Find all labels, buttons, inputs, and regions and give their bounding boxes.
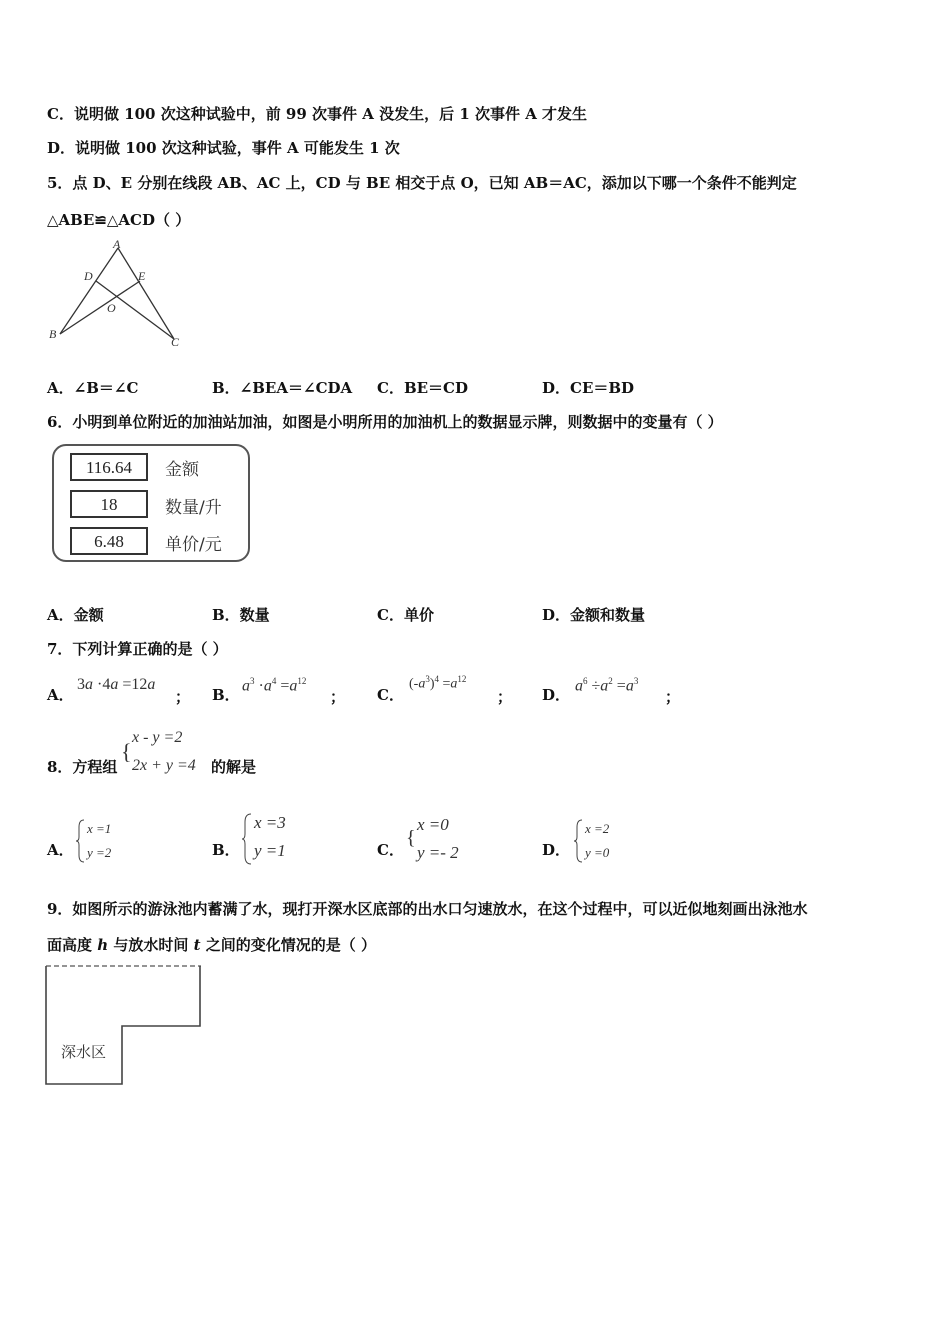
q9-stem-line2: 面高度 h 与放水时间 t 之间的变化情况的是（ ） (47, 936, 376, 954)
q7-expression-a: 3a ·4a =12a (77, 676, 156, 693)
quantity-label: 数量/升 (165, 498, 222, 518)
q8-stem-prefix: 8．方程组 (47, 758, 118, 776)
q7-option-b-label: B． (212, 686, 240, 704)
q8-option-b-brace (242, 813, 253, 865)
q4-option-d: D．说明做 100 次这种试验，事件 A 可能发生 1 次 (47, 139, 400, 157)
q7-expression-d: $a^6 \div a^2 =a^3$ (575, 676, 639, 695)
q8-option-b-line2: y =1 (254, 841, 286, 860)
amount-label: 金额 (165, 460, 199, 480)
swimming-pool-diagram (42, 962, 208, 1090)
q8-option-d-line1: x =2 (585, 821, 610, 836)
pool-outline (46, 966, 200, 1084)
q8-system-brace: { (121, 739, 132, 764)
q7-option-c-label: C． (377, 686, 404, 704)
q7-stem: 7．下列计算正确的是（ ） (47, 640, 228, 658)
q7-separator-b: ； (330, 688, 346, 706)
q8-stem-suffix: 的解是 (211, 758, 257, 776)
q5-option-a: A．∠B＝∠C (47, 379, 139, 397)
q6-stem: 6．小明到单位附近的加油站加油，如图是小明所用的加油机上的数据显示牌，则数据中的变量有（ ） (47, 413, 723, 431)
q8-option-a-label: A． (47, 841, 74, 859)
q7-expression-c: $(-a^3)^4 =a^{12}$ (409, 674, 467, 692)
q8-option-c-label: C． (377, 841, 404, 859)
q6-option-b: B．数量 (212, 606, 270, 624)
q8-equation-1: x - y =2 (132, 729, 183, 746)
q7-separator-d: ； (665, 688, 681, 706)
label-d: D (84, 269, 93, 283)
quantity-value: 18 (70, 490, 148, 518)
q7-expression-b: $a^3 \cdot a^4 =a^{12}$ (242, 676, 307, 695)
q8-option-c-brace: { (406, 827, 416, 849)
q8-option-a-line2: y =2 (87, 845, 112, 860)
label-e: E (138, 269, 146, 283)
deep-water-label: 深水区 (61, 1043, 107, 1061)
q5-option-d: D．CE＝BD (542, 379, 635, 397)
label-o: O (107, 301, 116, 315)
segment-be (60, 281, 140, 334)
q5-stem-line2: △ABE≌△ACD（ ） (47, 211, 191, 229)
q5-triangle-figure (44, 236, 194, 348)
label-a: A (113, 237, 121, 251)
q8-option-b-label: B． (212, 841, 240, 859)
q5-option-b: B．∠BEA＝∠CDA (212, 379, 353, 397)
q6-option-c: C．单价 (377, 606, 434, 624)
segment-ac (118, 248, 174, 339)
q8-option-d-label: D． (542, 841, 571, 859)
q8-option-d-line2: y =0 (585, 845, 610, 860)
q8-option-b-line1: x =3 (254, 813, 286, 832)
q7-separator-a: ； (175, 688, 191, 706)
q5-option-c: C．BE＝CD (377, 379, 468, 397)
q7-option-d-label: D． (542, 686, 571, 704)
amount-value: 116.64 (70, 453, 148, 481)
q8-equation-2: 2x + y =4 (132, 757, 196, 774)
q7-option-a-label: A． (47, 686, 74, 704)
q8-option-a-brace (76, 819, 86, 863)
label-b: B (49, 327, 57, 341)
q5-stem-line1: 5．点 D、E 分别在线段 AB、AC 上，CD 与 BE 相交于点 O，已知 AB＝AC，添加以下哪一个条件不能判定 (47, 174, 797, 192)
q4-option-c: C．说明做 100 次这种试验中，前 99 次事件 A 没发生，后 1 次事件 A 才发生 (47, 105, 588, 123)
q8-option-d-brace (574, 819, 584, 863)
q9-stem-line1: 9．如图所示的游泳池内蓄满了水，现打开深水区底部的出水口匀速放水，在这个过程中，可以近似地刻画出泳池水 (47, 900, 808, 918)
q7-separator-c: ； (497, 688, 513, 706)
unit-price-label: 单价/元 (165, 535, 222, 555)
q8-option-a-line1: x =1 (87, 821, 112, 836)
q6-option-a: A．金额 (47, 606, 104, 624)
q8-option-c-line1: x =0 (417, 815, 449, 834)
unit-price-value: 6.48 (70, 527, 148, 555)
label-c: C (171, 335, 180, 348)
q6-option-d: D．金额和数量 (542, 606, 646, 624)
q8-option-c-line2: y =- 2 (417, 843, 459, 862)
